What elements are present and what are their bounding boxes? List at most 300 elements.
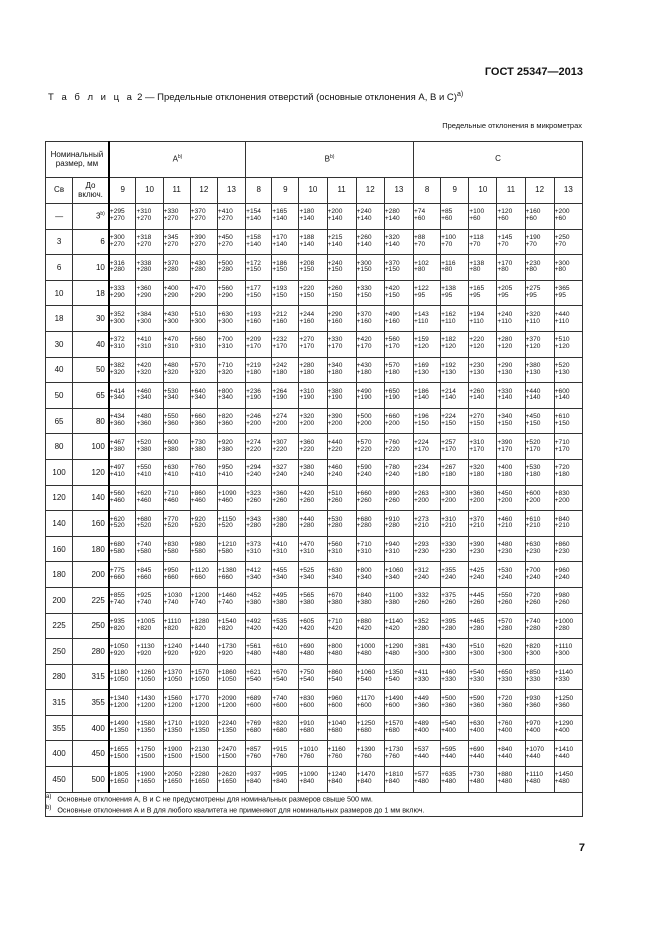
size-over-cell: 18 — [46, 306, 73, 332]
size-over-cell: 400 — [46, 741, 73, 767]
upper-deviation: +310 — [299, 387, 315, 395]
lower-deviation: +360 — [554, 701, 570, 709]
deviation-cell — [272, 562, 299, 588]
deviation-cell — [272, 306, 299, 332]
upper-deviation: +430 — [356, 361, 372, 369]
upper-deviation: +500 — [356, 413, 372, 421]
deviation-cell — [384, 280, 413, 306]
deviation-cell — [525, 715, 554, 741]
upper-deviation: +489 — [413, 720, 429, 728]
upper-deviation: +219 — [246, 361, 261, 369]
deviation-cell — [272, 587, 299, 613]
lower-deviation: +280 — [136, 266, 152, 274]
deviation-cell — [217, 562, 245, 588]
deviation-cell — [441, 639, 469, 665]
deviation-cell — [525, 280, 554, 306]
upper-deviation: +840 — [497, 745, 513, 753]
upper-deviation: +1250 — [356, 720, 376, 728]
lower-deviation: +120 — [469, 343, 485, 351]
lower-deviation: +150 — [469, 420, 485, 428]
upper-deviation: +510 — [327, 489, 343, 497]
lower-deviation: +140 — [441, 394, 456, 402]
lower-deviation: +200 — [384, 420, 400, 428]
size-upto-cell: 18 — [73, 280, 109, 306]
lower-deviation: +280 — [469, 624, 485, 632]
deviation-cell — [272, 383, 299, 409]
upper-deviation: +830 — [163, 541, 179, 549]
upper-deviation: +1730 — [384, 745, 404, 753]
deviation-cell — [413, 306, 440, 332]
lower-deviation: +300 — [190, 317, 206, 325]
upper-deviation: +390 — [469, 541, 485, 549]
deviation-cell — [497, 408, 525, 434]
lower-deviation: +600 — [384, 701, 400, 709]
grade-header: 11 — [163, 178, 190, 204]
deviation-cell — [299, 459, 327, 485]
upper-deviation: +196 — [413, 413, 429, 421]
deviation-cell — [413, 434, 440, 460]
lower-deviation: +310 — [109, 343, 125, 351]
deviation-cell — [356, 306, 384, 332]
lower-deviation: +360 — [525, 701, 541, 709]
upper-deviation: +470 — [299, 541, 315, 549]
lower-deviation: +600 — [246, 701, 261, 709]
upper-deviation: +294 — [246, 464, 261, 472]
deviation-cell — [356, 383, 384, 409]
lower-deviation: +240 — [441, 573, 456, 581]
deviation-cell — [246, 511, 272, 537]
deviation-cell — [554, 331, 582, 357]
deviation-cell — [190, 331, 217, 357]
deviation-cell — [190, 741, 217, 767]
deviation-cell — [136, 459, 163, 485]
deviation-cell — [441, 229, 469, 255]
lower-deviation: +460 — [109, 496, 125, 504]
deviation-cell — [413, 459, 440, 485]
deviation-cell — [217, 280, 245, 306]
lower-deviation: +210 — [413, 522, 429, 530]
deviation-cell — [190, 357, 217, 383]
deviation-cell — [246, 485, 272, 511]
upper-deviation: +660 — [356, 489, 372, 497]
deviation-cell — [272, 639, 299, 665]
size-upto-cell: 6 — [73, 229, 109, 255]
upper-deviation: +186 — [413, 387, 429, 395]
upper-deviation: +310 — [136, 208, 152, 216]
upper-deviation: +234 — [413, 464, 429, 472]
lower-deviation: +240 — [525, 573, 541, 581]
deviation-cell — [163, 357, 190, 383]
size-upto-cell: 180 — [73, 536, 109, 562]
lower-deviation: +680 — [356, 727, 372, 735]
upper-deviation: +390 — [327, 413, 343, 421]
table-row — [46, 715, 583, 741]
upper-deviation: +320 — [469, 464, 485, 472]
deviation-cell — [356, 459, 384, 485]
upper-deviation: +194 — [469, 310, 485, 318]
deviation-cell — [299, 587, 327, 613]
upper-deviation: +1120 — [190, 566, 209, 574]
lower-deviation: +60 — [441, 215, 453, 223]
lower-deviation: +230 — [525, 548, 541, 556]
deviation-cell — [190, 459, 217, 485]
deviation-cell — [190, 204, 217, 230]
upper-deviation: +310 — [469, 438, 485, 446]
lower-deviation: +260 — [413, 599, 429, 607]
upper-deviation: +120 — [497, 208, 513, 216]
upper-deviation: +280 — [384, 208, 400, 216]
lower-deviation: +210 — [469, 522, 485, 530]
deviation-cell — [413, 511, 440, 537]
deviation-cell — [384, 613, 413, 639]
upper-deviation: +710 — [327, 617, 343, 625]
deviation-cell — [413, 715, 440, 741]
size-upto-cell: 3$^{b)}$ — [73, 204, 109, 230]
table-row — [46, 664, 583, 690]
lower-deviation: +300 — [441, 650, 456, 658]
deviation-cell — [217, 511, 245, 537]
deviation-cell — [109, 383, 136, 409]
deviation-cell — [109, 255, 136, 281]
upper-deviation: +1240 — [327, 771, 347, 779]
lower-deviation: +170 — [525, 445, 541, 453]
upper-deviation: +1860 — [217, 669, 237, 677]
deviation-cell — [136, 741, 163, 767]
lower-deviation: +1500 — [109, 752, 129, 760]
lower-deviation: +140 — [246, 240, 261, 248]
deviation-cell — [469, 741, 497, 767]
lower-deviation: +260 — [356, 496, 372, 504]
lower-deviation: +130 — [413, 368, 429, 376]
deviation-cell — [554, 434, 582, 460]
lower-deviation: +270 — [217, 240, 233, 248]
table-row — [46, 459, 583, 485]
deviation-cell — [356, 536, 384, 562]
lower-deviation: +1350 — [163, 727, 183, 735]
deviation-cell — [356, 690, 384, 716]
size-upto-cell: 40 — [73, 331, 109, 357]
deviation-cell — [327, 767, 356, 793]
deviation-cell — [497, 690, 525, 716]
lower-deviation: +240 — [497, 573, 513, 581]
lower-deviation: +140 — [356, 240, 372, 248]
upper-deviation: +170 — [272, 233, 288, 241]
upper-deviation: +620 — [109, 515, 125, 523]
deviation-cell — [356, 613, 384, 639]
deviation-cell — [497, 434, 525, 460]
lower-deviation: +260 — [246, 496, 261, 504]
lower-deviation: +260 — [384, 496, 400, 504]
upper-deviation: +224 — [441, 413, 456, 421]
deviation-cell — [327, 562, 356, 588]
deviation-cell — [299, 741, 327, 767]
lower-deviation: +920 — [190, 650, 206, 658]
upper-deviation: +455 — [272, 566, 288, 574]
upper-deviation: +445 — [469, 592, 485, 600]
deviation-cell — [109, 331, 136, 357]
deviation-cell — [163, 331, 190, 357]
table-row — [46, 587, 583, 613]
lower-deviation: +280 — [272, 522, 288, 530]
table-caption — [48, 91, 463, 103]
deviation-cell — [299, 715, 327, 741]
upper-deviation: +370 — [384, 259, 400, 267]
upper-deviation: +710 — [217, 361, 233, 369]
upper-deviation: +1170 — [356, 694, 375, 702]
upper-deviation: +1470 — [356, 771, 376, 779]
upper-deviation: +1730 — [217, 643, 237, 651]
lower-deviation: +760 — [356, 752, 372, 760]
deviation-cell — [554, 204, 582, 230]
upper-deviation: +420 — [299, 489, 315, 497]
upper-deviation: +273 — [413, 515, 429, 523]
lower-deviation: +320 — [109, 368, 125, 376]
lower-deviation: +240 — [272, 471, 288, 479]
lower-deviation: +95 — [525, 292, 537, 300]
size-over-cell: 100 — [46, 459, 73, 485]
lower-deviation: +260 — [441, 599, 456, 607]
lower-deviation: +1650 — [190, 778, 210, 786]
deviation-cell — [109, 562, 136, 588]
upper-deviation: +570 — [497, 617, 513, 625]
upper-deviation: +1030 — [163, 592, 183, 600]
lower-deviation: +820 — [217, 624, 233, 632]
deviation-cell — [299, 204, 327, 230]
lower-deviation: +1200 — [190, 701, 210, 709]
lower-deviation: +240 — [469, 573, 485, 581]
upper-deviation: +312 — [413, 566, 429, 574]
upper-deviation: +460 — [497, 515, 513, 523]
caption-note-mark: а) — [456, 91, 464, 98]
upper-deviation: +590 — [469, 694, 485, 702]
upper-deviation: +165 — [469, 285, 485, 293]
lower-deviation: +310 — [384, 548, 400, 556]
upper-deviation: +430 — [190, 259, 206, 267]
upper-deviation: +620 — [136, 489, 152, 497]
lower-deviation: +760 — [327, 752, 343, 760]
upper-deviation: +510 — [554, 336, 570, 344]
deviation-cell — [413, 255, 440, 281]
deviation-cell — [246, 639, 272, 665]
upper-deviation: +330 — [356, 285, 372, 293]
upper-deviation: +1010 — [299, 745, 318, 753]
upper-deviation: +560 — [327, 541, 343, 549]
deviation-cell — [246, 306, 272, 332]
lower-deviation: +130 — [469, 368, 485, 376]
table-row — [46, 280, 583, 306]
upper-deviation: +1210 — [217, 541, 237, 549]
upper-deviation: +2280 — [190, 771, 210, 779]
upper-deviation: +710 — [163, 489, 179, 497]
upper-deviation: +980 — [554, 592, 570, 600]
deviation-cell — [217, 255, 245, 281]
deviation-cell — [441, 767, 469, 793]
upper-deviation: +840 — [554, 515, 570, 523]
deviation-cell — [525, 767, 554, 793]
deviation-cell — [525, 204, 554, 230]
lower-deviation: +240 — [384, 471, 400, 479]
lower-deviation: +310 — [246, 548, 261, 556]
deviation-cell — [163, 408, 190, 434]
upper-deviation: +310 — [441, 515, 456, 523]
upper-deviation: +260 — [327, 285, 343, 293]
lower-deviation: +230 — [554, 548, 570, 556]
lower-deviation: +920 — [136, 650, 152, 658]
deviation-cell — [497, 485, 525, 511]
size-over-cell: 6 — [46, 255, 73, 281]
upper-deviation: +890 — [384, 489, 400, 497]
lower-deviation: +410 — [109, 471, 125, 479]
lower-deviation: +280 — [413, 624, 429, 632]
lower-deviation: +180 — [384, 368, 400, 376]
lower-deviation: +540 — [246, 675, 261, 683]
upper-deviation: +550 — [497, 592, 513, 600]
deviation-cell — [441, 280, 469, 306]
deviation-cell — [136, 434, 163, 460]
upper-deviation: +700 — [217, 336, 233, 344]
upper-deviation: +940 — [384, 541, 400, 549]
lower-deviation: +150 — [384, 292, 400, 300]
deviation-cell — [497, 383, 525, 409]
lower-deviation: +660 — [163, 573, 179, 581]
lower-deviation: +300 — [525, 650, 541, 658]
lower-deviation: +150 — [246, 266, 261, 274]
deviation-cell — [299, 536, 327, 562]
upper-deviation: +490 — [356, 387, 372, 395]
upper-deviation: +960 — [554, 566, 570, 574]
lower-deviation: +380 — [163, 445, 179, 453]
lower-deviation: +1050 — [136, 675, 156, 683]
lower-deviation: +660 — [136, 573, 152, 581]
document-standard-code: ГОСТ 25347—2013 — [484, 66, 583, 78]
lower-deviation: +200 — [356, 420, 372, 428]
upper-deviation: +412 — [246, 566, 261, 574]
lower-deviation: +70 — [441, 240, 453, 248]
size-upto-cell: 315 — [73, 664, 109, 690]
size-upto-cell: 80 — [73, 408, 109, 434]
lower-deviation: +70 — [497, 240, 509, 248]
upper-deviation: +360 — [299, 438, 315, 446]
upper-deviation: +420 — [356, 336, 372, 344]
upper-deviation: +300 — [554, 259, 570, 267]
lower-deviation: +170 — [554, 445, 570, 453]
deviation-cell — [525, 613, 554, 639]
deviation-cell — [441, 690, 469, 716]
upper-deviation: +209 — [246, 336, 261, 344]
upper-deviation: +915 — [272, 745, 288, 753]
deviation-cell — [299, 613, 327, 639]
lower-deviation: +180 — [441, 471, 456, 479]
lower-deviation: +260 — [554, 599, 570, 607]
lower-deviation: +340 — [299, 573, 315, 581]
upper-deviation: +145 — [497, 233, 513, 241]
upper-deviation: +880 — [356, 617, 372, 625]
lower-deviation: +760 — [299, 752, 315, 760]
lower-deviation: +660 — [190, 573, 206, 581]
size-over-cell: 40 — [46, 357, 73, 383]
size-upto-cell: 225 — [73, 587, 109, 613]
deviation-cell — [136, 408, 163, 434]
deviation-cell — [413, 485, 440, 511]
upper-deviation: +220 — [469, 336, 485, 344]
deviation-cell — [299, 511, 327, 537]
size-over-cell: 120 — [46, 485, 73, 511]
deviation-cell — [272, 767, 299, 793]
lower-deviation: +1650 — [217, 778, 237, 786]
deviation-cell — [163, 383, 190, 409]
upper-deviation: +375 — [441, 592, 456, 600]
deviation-cell — [190, 664, 217, 690]
deviation-cell — [190, 280, 217, 306]
lower-deviation: +440 — [497, 752, 513, 760]
upper-deviation: +550 — [163, 413, 179, 421]
lower-deviation: +440 — [413, 752, 429, 760]
lower-deviation: +580 — [109, 548, 125, 556]
lower-deviation: +80 — [497, 266, 509, 274]
deviation-cell — [384, 485, 413, 511]
lower-deviation: +540 — [356, 675, 372, 683]
lower-deviation: +140 — [327, 240, 343, 248]
deviation-cell — [272, 229, 299, 255]
lower-deviation: +180 — [525, 471, 541, 479]
deviation-cell — [441, 613, 469, 639]
lower-deviation: +280 — [163, 266, 179, 274]
deviation-cell — [217, 485, 245, 511]
upper-deviation: +264 — [272, 387, 288, 395]
note-a: $^{а)}$ Основные отклонения А, В и С не предусмотрены для номинальных размеров свыше 500 мм. — [46, 793, 373, 804]
upper-deviation: +410 — [217, 208, 233, 216]
deviation-cell — [413, 229, 440, 255]
lower-deviation: +1650 — [109, 778, 129, 786]
upper-deviation: +800 — [356, 566, 372, 574]
upper-deviation: +740 — [136, 541, 152, 549]
lower-deviation: +920 — [163, 650, 179, 658]
deviation-cell — [109, 690, 136, 716]
lower-deviation: +200 — [469, 496, 485, 504]
deviation-cell — [136, 562, 163, 588]
lower-deviation: +600 — [299, 701, 315, 709]
lower-deviation: +200 — [413, 496, 429, 504]
upper-deviation: +720 — [525, 592, 541, 600]
lower-deviation: +160 — [272, 317, 288, 325]
deviation-cell — [246, 690, 272, 716]
deviation-cell — [163, 613, 190, 639]
deviation-cell — [384, 357, 413, 383]
lower-deviation: +340 — [190, 394, 206, 402]
lower-deviation: +330 — [497, 675, 513, 683]
lower-deviation: +95 — [554, 292, 566, 300]
lower-deviation: +270 — [163, 215, 179, 223]
size-over-cell: 160 — [46, 536, 73, 562]
lower-deviation: +520 — [190, 522, 206, 530]
lower-deviation: +520 — [163, 522, 179, 530]
upper-deviation: +769 — [246, 720, 261, 728]
upper-deviation: +560 — [384, 336, 400, 344]
deviation-cell — [299, 357, 327, 383]
lower-deviation: +580 — [136, 548, 152, 556]
upper-deviation: +430 — [163, 310, 179, 318]
lower-deviation: +480 — [272, 650, 288, 658]
lower-deviation: +190 — [246, 394, 261, 402]
upper-deviation: +1130 — [136, 643, 155, 651]
lower-deviation: +130 — [441, 368, 456, 376]
upper-deviation: +970 — [525, 720, 541, 728]
upper-deviation: +570 — [190, 361, 206, 369]
deviation-cell — [356, 511, 384, 537]
deviation-cell — [554, 229, 582, 255]
deviation-cell — [497, 229, 525, 255]
upper-deviation: +650 — [497, 669, 513, 677]
